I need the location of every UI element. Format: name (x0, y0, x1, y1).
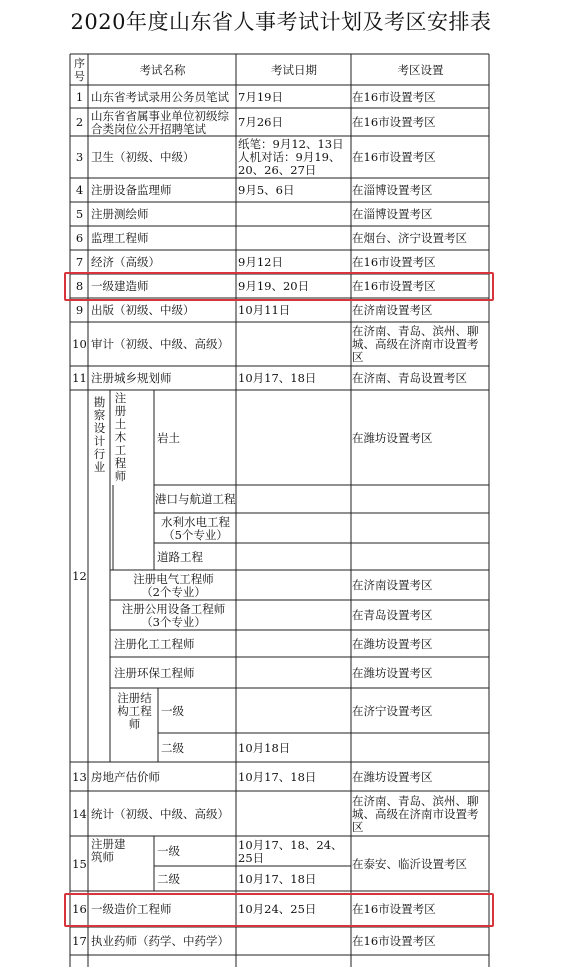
row-15-erji-date: 10月17、18日 (238, 871, 317, 886)
row-4-date: 9月5、6日 (238, 183, 295, 197)
row-4-name: 注册设备监理师 (91, 183, 172, 197)
row-14-area: 在济南、青岛、滨州、聊城、高级在济南市设置考区 (352, 793, 479, 834)
header-no: 序号 (74, 57, 85, 83)
row-12-group: 勘察设计行业 (93, 395, 106, 474)
row-12-yantu: 岩土 (157, 430, 180, 445)
row-10-date (238, 323, 351, 366)
row-9-date: 10月11日 (238, 303, 291, 317)
row-17-area: 在16市设置考区 (352, 934, 436, 948)
header-name: 考试名称 (139, 62, 186, 77)
row-10-no: 10 (72, 337, 87, 351)
row-14-name: 统计（初级、中级、高级） (91, 806, 229, 821)
row-14-date (238, 792, 351, 836)
row-3-area: 在16市设置考区 (352, 150, 436, 164)
row-13-name: 房地产估价师 (91, 769, 160, 784)
row-8-area: 在16市设置考区 (352, 279, 436, 293)
row-17-date (238, 928, 351, 955)
row-10-area: 在济南、青岛、滨州、聊城、高级在济南市设置考区 (352, 324, 479, 364)
row-17-no: 17 (72, 934, 87, 948)
row-17-name: 执业药师（药学、中药学） (91, 934, 229, 948)
page-title: 2020年度山东省人事考试计划及考区安排表 (70, 10, 492, 34)
row-3-name: 卫生（初级、中级） (91, 150, 195, 164)
row-8-name: 一级建造师 (91, 279, 149, 293)
row-15-no: 15 (72, 856, 87, 871)
row-12-gangkou: 港口与航道工程 (155, 492, 236, 506)
row-12-jiegou: 注册结构工程师 (117, 690, 152, 731)
row-14-no: 14 (72, 806, 87, 821)
row-12-huanbao-area: 在潍坊设置考区 (352, 665, 433, 680)
row-7-name: 经济（高级） (91, 255, 160, 269)
row-16-no: 16 (72, 902, 87, 916)
row-11-no: 11 (72, 371, 87, 385)
row-1-no: 1 (75, 89, 84, 104)
row-3-date: 纸笔：9月12、13日 人机对话：9月19、20、26、27日 (238, 137, 344, 177)
row-1-area: 在16市设置考区 (352, 89, 436, 104)
row-5-name: 注册测绘师 (91, 207, 149, 221)
row-8-date: 9月19、20日 (238, 279, 310, 293)
row-12-erji-date: 10月18日 (238, 740, 291, 755)
row-4-no: 4 (75, 183, 84, 197)
row-12-erji: 二级 (161, 740, 184, 755)
row-11-date: 10月17、18日 (238, 371, 317, 385)
row-5-no: 5 (75, 207, 84, 221)
row-7-area: 在16市设置考区 (352, 255, 436, 269)
row-1-date: 7月19日 (238, 89, 283, 104)
row-15-name: 注册建筑师 (91, 838, 126, 864)
row-6-date (238, 227, 351, 250)
header-date: 考试日期 (271, 62, 317, 77)
row-7-date: 9月12日 (238, 255, 283, 269)
row-9-area: 在济南设置考区 (352, 303, 433, 317)
row-6-no: 6 (75, 231, 84, 245)
row-3-no: 3 (75, 150, 84, 164)
row-16-name: 一级造价工程师 (91, 902, 172, 916)
row-8-no: 8 (75, 279, 84, 293)
row-12-no: 12 (72, 569, 87, 583)
row-13-no: 13 (72, 769, 87, 784)
row-12-huanbao: 注册环保工程师 (114, 665, 195, 680)
row-7-no: 7 (75, 255, 84, 269)
row-13-area: 在潍坊设置考区 (352, 769, 433, 784)
highlight-row-16 (64, 893, 494, 927)
row-6-name: 监理工程师 (91, 231, 149, 245)
row-11-area: 在济南、青岛设置考区 (352, 371, 467, 385)
row-12-sub1: 注册土木工程师 (114, 391, 127, 483)
row-12-yiji: 一级 (161, 703, 184, 718)
row-12-huagong-area: 在潍坊设置考区 (352, 636, 433, 651)
row-5-date (238, 203, 351, 226)
header-area: 考区设置 (397, 62, 444, 77)
row-5-area: 在淄博设置考区 (352, 207, 433, 221)
row-2-no: 2 (75, 115, 84, 129)
highlight-row-8 (64, 272, 494, 301)
row-12-dianqi: 注册电气工程师 （2个专业） (133, 571, 214, 599)
row-12-shuili: 水利水电工程 （5个专业） (161, 514, 230, 542)
row-15-erji: 二级 (157, 871, 180, 886)
row-12-dianqi-area: 在济南设置考区 (352, 578, 433, 592)
row-2-name: 山东省省属事业单位初级综合类岗位公开招聘笔试 (91, 109, 229, 136)
row-9-no: 9 (75, 303, 84, 317)
row-16-area: 在16市设置考区 (352, 902, 436, 916)
row-6-area: 在烟台、济宁设置考区 (352, 231, 467, 245)
row-15-yiji-date: 10月17、18、24、25日 (238, 837, 343, 865)
row-13-date: 10月17、18日 (238, 769, 317, 784)
row-11-name: 注册城乡规划师 (91, 371, 172, 385)
row-16-date: 10月24、25日 (238, 902, 317, 916)
row-12-jiegou-area: 在济宁设置考区 (352, 703, 433, 718)
row-12-yantu-area: 在潍坊设置考区 (352, 430, 433, 445)
row-2-area: 在16市设置考区 (352, 115, 436, 129)
row-9-name: 出版（初级、中级） (91, 303, 195, 317)
row-2-date: 7月26日 (238, 115, 283, 129)
row-15-yiji: 一级 (157, 844, 180, 858)
row-10-name: 审计（初级、中级、高级） (91, 337, 229, 351)
row-15-area: 在泰安、临沂设置考区 (352, 856, 467, 871)
row-4-area: 在淄博设置考区 (352, 183, 433, 197)
row-12-gongyong: 注册公用设备工程师 （3个专业） (121, 601, 226, 629)
row-12-huagong: 注册化工工程师 (114, 636, 195, 651)
row-12-daolu: 道路工程 (157, 549, 203, 564)
row-1-name: 山东省考试录用公务员笔试 (91, 89, 229, 104)
row-12-gongyong-area: 在青岛设置考区 (352, 608, 433, 622)
